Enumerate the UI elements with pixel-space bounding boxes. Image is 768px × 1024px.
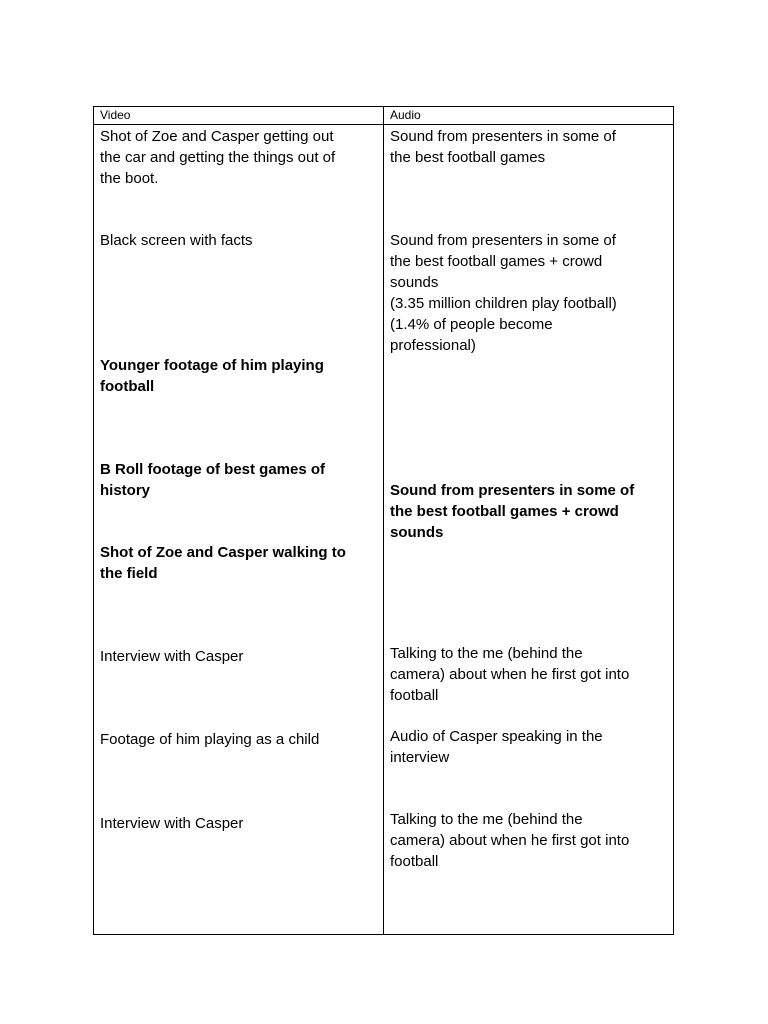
video-cell: Shot of Zoe and Casper getting out the car and getting the things out of the boot.: [100, 128, 336, 187]
video-cell: Shot of Zoe and Casper walking to the field: [100, 544, 346, 582]
video-cell: Interview with Casper: [100, 815, 244, 832]
script-table: [93, 106, 674, 935]
audio-column-header: Audio: [390, 108, 421, 122]
video-cell: B Roll footage of best games of history: [100, 461, 326, 499]
audio-cell: Sound from presenters in some of the best football games + crowd sounds (3.35 million children play football) (1.4% of people become professional): [390, 232, 617, 354]
video-column-header: Video: [100, 108, 131, 122]
video-cell: Younger footage of him playing football: [100, 357, 324, 395]
audio-cell: Sound from presenters in some of the best football games: [390, 128, 616, 166]
audio-cell: Talking to the me (behind the camera) about when he first got into football: [390, 645, 630, 704]
audio-cell: Audio of Casper speaking in the interview: [390, 728, 603, 766]
video-cell: Interview with Casper: [100, 648, 244, 665]
audio-cell: Sound from presenters in some of the best football games + crowd sounds: [390, 482, 635, 541]
column-divider: [383, 107, 384, 934]
audio-cell: Talking to the me (behind the camera) about when he first got into football: [390, 811, 630, 870]
video-cell: Footage of him playing as a child: [100, 731, 320, 748]
video-cell: Black screen with facts: [100, 232, 253, 249]
